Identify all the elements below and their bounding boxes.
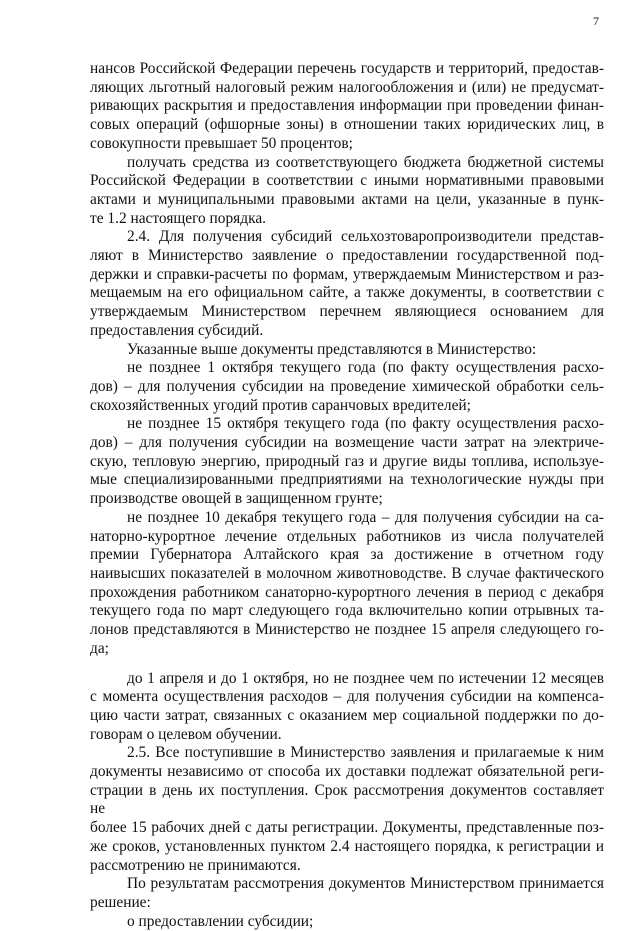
text-line: лонов представляются в Министерство не позднее 15 апреля следующего го- — [90, 621, 604, 639]
paragraph — [90, 415, 604, 509]
text-line: же сроков, установленных пунктом 2.4 настоящего порядка, к регистрации и — [90, 837, 604, 855]
text-line: 2.4. Для получения субсидий сельхозтоваропроизводители представ- — [127, 228, 604, 246]
text-line: те 1.2 настоящего порядка. — [90, 209, 267, 227]
text-line: мещаемым на его официальном сайте, а также документы, в соответствии с — [90, 284, 604, 302]
text-line: ляющих льготный налоговый режим налогообложения и (или) не предусмат- — [90, 78, 604, 96]
text-line: о предоставлении субсидии; — [127, 912, 314, 930]
text-line: По результатам рассмотрения документов Министерством принимается — [127, 875, 604, 893]
text-line: до 1 апреля и до 1 октября, но не позднее чем по истечении 12 месяцев — [127, 669, 604, 687]
text-line: мые специализированными предприятиями на технологические нужды при — [90, 471, 604, 489]
paragraph — [90, 875, 604, 912]
text-line: Указанные выше документы представляются в Министерство: — [127, 340, 537, 358]
paragraph — [90, 913, 604, 931]
text-line: производстве овощей в защищенном грунте; — [90, 490, 383, 508]
text-line: документы независимо от способа их доставки подлежат обязательной реги- — [90, 763, 604, 781]
paragraph — [90, 359, 604, 415]
text-line: более 15 рабочих дней с даты регистрации. Документы, представленные поз- — [90, 819, 604, 837]
text-line: держки и справки-расчеты по формам, утверждаемым Министерством и раз- — [90, 265, 604, 283]
text-line: 2.5. Все поступившие в Министерство заявления и прилагаемые к ним — [127, 744, 604, 762]
paragraph — [90, 509, 604, 659]
text-line: не позднее 10 декабря текущего года – для получения субсидии на са- — [127, 508, 604, 526]
text-line: страции в день их поступления. Срок рассмотрения документов составляет не — [90, 781, 604, 818]
text-line: с момента осуществления расходов – для получения субсидии на компенса- — [90, 688, 604, 706]
text-line: да; — [90, 639, 109, 657]
text-line: ривающих раскрытия и предоставления информации при проведении финан- — [90, 97, 604, 115]
text-line: премии Губернатора Алтайского края за достижение в отчетном году — [90, 546, 604, 564]
paragraph — [90, 154, 604, 229]
text-line: дов) – для получения субсидии на проведение химической обработки сель- — [90, 377, 604, 395]
text-line: цию части затрат, связанных с оказанием мер социальной поддержки по до- — [90, 706, 604, 724]
text-line: совокупности превышает 50 процентов; — [90, 134, 353, 152]
text-line: текущего года по март следующего года включительно копии отрывных та- — [90, 602, 604, 620]
text-line: предоставления субсидий. — [90, 321, 264, 339]
text-line: скую, тепловую энергию, природный газ и другие виды топлива, используе- — [90, 452, 604, 470]
paragraph — [90, 341, 604, 360]
text-line: скохозяйственных угодий против саранчовых вредителей; — [90, 396, 471, 414]
text-line: решение: — [90, 893, 151, 911]
text-line: наивысших показателей в молочном животноводстве. В случае фактического — [90, 564, 604, 582]
paragraph — [90, 228, 604, 340]
paragraph — [90, 670, 604, 745]
paragraph — [90, 60, 604, 154]
text-line: Российской Федерации в соответствии с иными нормативными правовыми — [90, 172, 604, 190]
paragraph — [90, 744, 604, 875]
text-line: наторно-курортное лечение отдельных работников из числа получателей — [90, 527, 604, 545]
text-line: ляют в Министерство заявление о предоставлении государственной под- — [90, 247, 604, 265]
text-line: актами и муниципальными правовыми актами на цели, указанные в пунк- — [90, 190, 604, 208]
text-line: нансов Российской Федерации перечень государств и территорий, предостав- — [90, 60, 604, 77]
text-line: утверждаемым Министерством перечнем являющиеся основанием для — [90, 303, 604, 321]
text-line: совых операций (офшорные зоны) в отношении таких юридических лиц, в — [90, 116, 604, 134]
text-line: дов) – для получения субсидии на возмещение части затрат на электриче- — [90, 434, 604, 452]
text-line: рассмотрению не принимаются. — [90, 856, 301, 874]
text-line: не позднее 1 октября текущего года (по факту осуществления расхо- — [127, 359, 604, 377]
text-line: прохождения работником санаторно-курортного лечения в период с декабря — [90, 583, 604, 601]
document-body — [90, 60, 604, 931]
text-line: говорам о целевом обучении. — [90, 725, 282, 743]
text-line: не позднее 15 октября текущего года (по факту осуществления расхо- — [127, 415, 604, 433]
text-line: получать средства из соответствующего бюджета бюджетной системы — [127, 153, 604, 171]
page-number: 7 — [593, 14, 599, 28]
